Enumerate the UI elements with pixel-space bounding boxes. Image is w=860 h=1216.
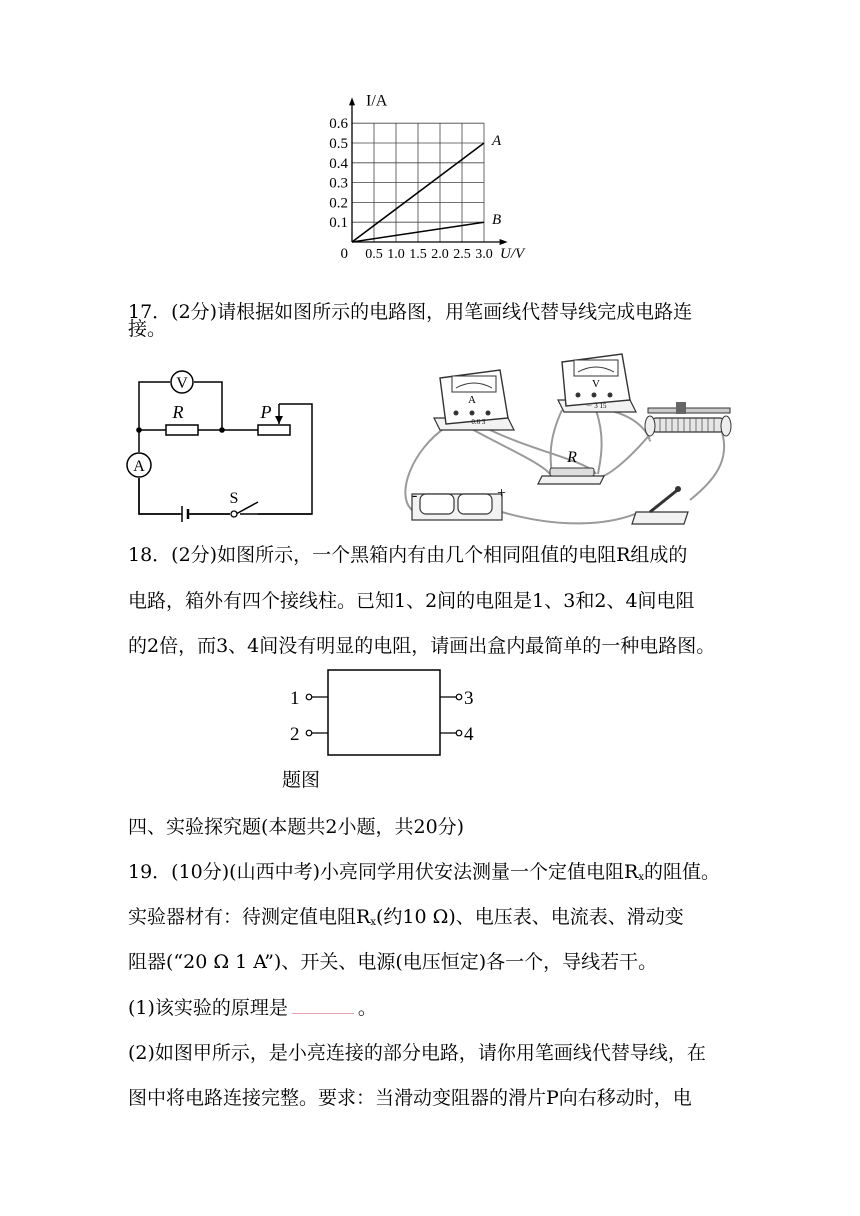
y-tick-label: 0.4 [329, 155, 348, 172]
battery-device [412, 485, 506, 520]
x-tick-label: 1.0 [387, 247, 405, 262]
svg-text:V: V [176, 375, 188, 392]
voltmeter-device-label: V [592, 378, 600, 390]
y-tick-label: 0.6 [329, 116, 348, 133]
x-tick-label: 0.5 [365, 247, 383, 262]
black-box-diagram [280, 664, 490, 764]
q17-line1: 17．(2分)请根据如图所示的电路图，用笔画线代替导线完成电路连 [128, 301, 693, 323]
battery-minus: - [412, 487, 418, 504]
iu-graph [329, 92, 525, 268]
q19-part2-line2: 图中将电路连接完整。要求：当滑动变阻器的滑片P向右移动时，电 [128, 1087, 692, 1109]
q19-line3: 阻器(“20 Ω 1 A”)、开关、电源(电压恒定)各一个，导线若干。 [128, 951, 658, 973]
series-label-A: A [492, 133, 502, 149]
ammeter-device [434, 370, 514, 430]
y-axis-arrow [349, 97, 355, 105]
q18-line1: 18．(2分)如图所示，一个黑箱内有由几个相同阻值的电阻R组成的 [128, 544, 688, 566]
voltmeter-terminal-labels: － 3 15 [585, 402, 607, 410]
q19-part1: (1)该实验的原理是 。 [128, 997, 377, 1019]
series-label-B: B [492, 212, 502, 229]
y-tick-label: 0.2 [329, 195, 348, 212]
origin-label: 0 [340, 246, 348, 262]
svg-text:A: A [133, 458, 145, 475]
physical-circuit [400, 350, 740, 530]
q18-line2: 电路，箱外有四个接线柱。已知1、2间的电阻是1、3和2、4间电阻 [128, 590, 695, 612]
y-axis-label: I/A [366, 92, 388, 110]
switch-device [632, 486, 688, 524]
y-tick-label: 0.3 [329, 175, 348, 192]
slider-label: P [260, 402, 272, 422]
resistor-label: R [172, 402, 184, 422]
x-axis-label: U/V [500, 246, 525, 262]
y-tick-label: 0.1 [329, 215, 348, 232]
terminal-3: 3 [464, 688, 474, 709]
voltmeter-device [558, 354, 636, 412]
answer-blank[interactable] [292, 999, 354, 1014]
switch-label: S [229, 490, 239, 507]
ammeter-terminal-labels: － 0.6 3 [462, 418, 486, 426]
x-axis-arrow [500, 239, 508, 245]
ammeter-device-label: A [468, 394, 476, 406]
y-tick-label: 0.5 [329, 136, 348, 152]
terminal-4: 4 [464, 724, 474, 745]
x-tick-label: 2.0 [431, 247, 449, 262]
q18-line3: 的2倍，而3、4间没有明显的电阻，请画出盒内最简单的一种电路图。 [128, 635, 716, 657]
q19-line2: 实验器材有：待测定值电阻$R_x$(约10 Ω)、电压表、电流表、滑动变 [128, 906, 684, 928]
x-tick-label: 1.5 [409, 247, 427, 262]
resistor-device [538, 449, 604, 484]
q17-line2: 接。 [128, 318, 167, 340]
q19-part2-line1: (2)如图甲所示，是小亮连接的部分电路，请你用笔画线代替导线，在 [128, 1042, 706, 1064]
terminal-1: 1 [290, 688, 300, 709]
section-heading: 四、实验探究题(本题共2小题，共20分) [128, 816, 465, 838]
circuit-schematic [120, 366, 330, 526]
terminal-2: 2 [290, 724, 300, 745]
resistor-device-label: R [567, 449, 577, 466]
x-tick-label: 3.0 [475, 247, 493, 262]
q19-line1: 19．(10分)(山西中考)小亮同学用伏安法测量一个定值电阻$R_x$的阻值。 [128, 861, 720, 883]
rheostat-device [645, 402, 731, 436]
x-tick-label: 2.5 [453, 247, 471, 262]
battery-plus: + [497, 485, 507, 502]
figure-caption: 题图 [282, 769, 321, 791]
